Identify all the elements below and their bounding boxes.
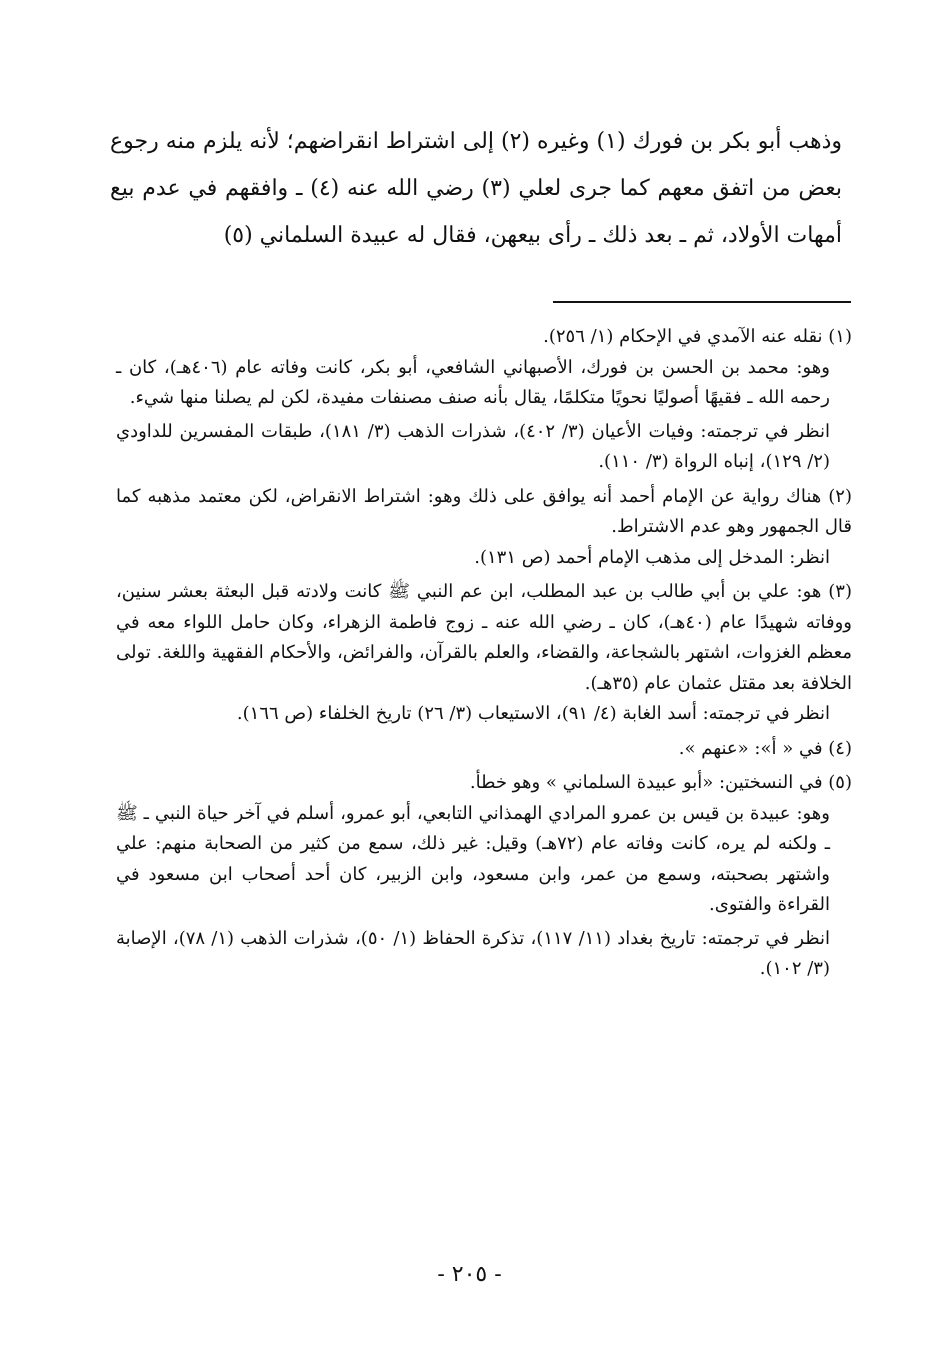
main-paragraph: وذهب أبو بكر بن فورك (١) وغيره (٢) إلى اشتراط انقراضهم؛ لأنه يلزم منه رجوع بعض من اتفق معهم كما جرى لعلي (٣) رضي الله عنه (٤) ـ وافقهم في عدم بيع أمهات الأولاد، ثم ـ بعد ذلك ـ رأى بيعهن، فقال له عبيدة السلماني (٥)	[110, 129, 843, 248]
footnote-5	[116, 768, 852, 985]
footnote-1	[116, 322, 852, 478]
footnote-1-text: (١) نقله عنه الآمدي في الإحكام (١/ ٢٥٦).	[543, 326, 852, 347]
footnote-5-refs: انظر في ترجمته: تاريخ بغداد (١١/ ١١٧)، تذكرة الحفاظ (١/ ٥٠)، شذرات الذهب (١/ ٧٨)، الإصابة (٣/ ١٠٢).	[116, 927, 830, 979]
footnote-3-text: (٣) هو: علي بن أبي طالب بن عبد المطلب، ابن عم النبي ﷺ كانت ولادته قبل البعثة بعشر سنين، ووفاته شهيدًا عام (٤٠هـ)، كان ـ رضي الله عنه ـ زوج فاطمة الزهراء، وكان حامل اللواء معه في معظم الغزوات، اشتهر بالشجاعة، والقضاء، والعلم بالقرآن، والفرائض، والأحكام الفقهية واللغة. تولى الخلافة بعد مقتل عثمان عام (٣٥هـ).	[116, 581, 852, 694]
footnote-2-text: (٢) هناك رواية عن الإمام أحمد أنه يوافق على ذلك وهو: اشتراط الانقراض، لكن معتمد مذهبه كما قال الجمهور وهو عدم الاشتراط.	[116, 485, 852, 537]
footnote-4	[116, 734, 852, 765]
footnote-separator	[553, 301, 851, 303]
footnote-5-bio: وهو: عبيدة بن قيس بن عمرو المرادي الهمذاني التابعي، أبو عمرو، أسلم في آخر حياة النبي ـ ﷺ ـ ولكنه لم يره، كانت وفاته عام (٧٢هـ) وقيل: غير ذلك، سمع من كثير من الصحابة منهم: علي واشتهر بصحبته، وسمع من عمر، وابن مسعود، وابن الزبير، كان أحد أصحاب ابن مسعود في القراءة والفتوى.	[116, 802, 830, 915]
footnote-2	[116, 482, 852, 574]
footnote-3-refs: انظر في ترجمته: أسد الغابة (٤/ ٩١)، الاستيعاب (٣/ ٢٦) تاريخ الخلفاء (ص ١٦٦).	[236, 703, 830, 724]
footnote-5-text: (٥) في النسختين: «أبو عبيدة السلماني » وهو خطأ.	[469, 772, 852, 793]
footnote-3	[116, 577, 852, 730]
footnote-4-text: (٤) في « أ»: «عنهم ».	[678, 737, 852, 759]
footnote-1-bio: وهو: محمد بن الحسن بن فورك، الأصبهاني الشافعي، أبو بكر، كانت وفاته عام (٤٠٦هـ)، كان ـ رحمه الله ـ فقيهًا أصوليًا نحويًا متكلمًا، يقال بأنه صنف مصنفات مفيدة، لكن لم يصلنا منها شيء.	[116, 356, 830, 408]
footnotes-section	[116, 322, 852, 989]
page-number: - ٢٠٥ -	[437, 1262, 502, 1287]
main-text-block	[110, 118, 842, 259]
footnote-1-refs: انظر في ترجمته: وفيات الأعيان (٣/ ٤٠٢)، شذرات الذهب (٣/ ١٨١)، طبقات المفسرين للداودي (٢/ ١٢٩)، إنباه الرواة (٣/ ١١٠).	[116, 420, 830, 472]
footnote-2-refs: انظر: المدخل إلى مذهب الإمام أحمد (ص ١٣١).	[474, 546, 830, 568]
